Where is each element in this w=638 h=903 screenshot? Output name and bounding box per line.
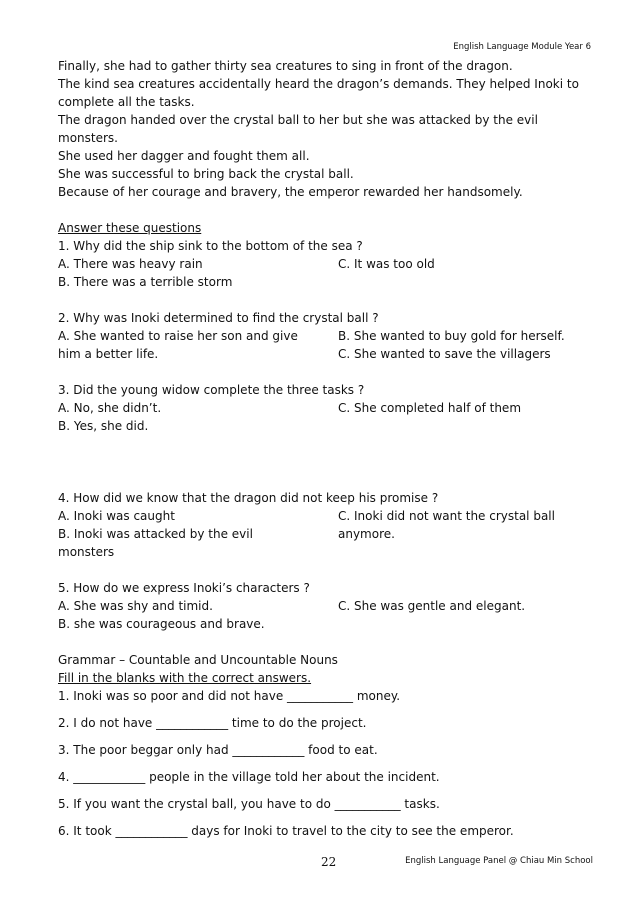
fill-blank-item: 4. ____________ people in the village told her about the incident. [58,770,440,784]
option-c: C. She wanted to save the villagers [338,347,551,361]
page-number: 22 [321,855,337,869]
story-line: monsters. [58,131,118,145]
option-b: B. Inoki was attacked by the evil [58,527,253,541]
question-2 [58,309,588,363]
story-text [58,57,588,201]
story-line: Finally, she had to gather thirty sea creatures to sing in front of the dragon. [58,59,513,73]
footer-credit: English Language Panel @ Chiau Min School [405,856,593,866]
option-b: B. she was courageous and brave. [58,617,265,631]
question-1 [58,237,588,291]
option-a: A. She wanted to raise her son and give [58,329,298,343]
option-c: C. Inoki did not want the crystal ball [338,509,555,523]
story-line: Because of her courage and bravery, the emperor rewarded her handsomely. [58,185,523,199]
question-4 [58,489,588,561]
option-c-continued: anymore. [338,527,395,541]
question-text: 5. How do we express Inoki’s characters ? [58,581,310,595]
grammar-section [58,651,588,840]
question-text: 3. Did the young widow complete the three tasks ? [58,383,365,397]
story-line: The kind sea creatures accidentally heard the dragon’s demands. They helped Inoki to [58,77,579,91]
question-text: 1. Why did the ship sink to the bottom of the sea ? [58,239,363,253]
option-a: A. She was shy and timid. [58,599,213,613]
option-a-continued: him a better life. [58,347,159,361]
option-b-continued: monsters [58,545,115,559]
option-c: C. She was gentle and elegant. [338,599,526,613]
option-b: B. There was a terrible storm [58,275,233,289]
fill-blank-item: 1. Inoki was so poor and did not have ___________ money. [58,689,401,703]
fill-blank-item: 6. It took ____________ days for Inoki to travel to the city to see the emperor. [58,824,514,838]
grammar-instruction: Fill in the blanks with the correct answers. [58,671,312,685]
story-line: She was successful to bring back the crystal ball. [58,167,354,181]
page-content [58,57,588,849]
option-b: B. She wanted to buy gold for herself. [338,329,565,343]
story-line: She used her dagger and fought them all. [58,149,310,163]
option-a: A. There was heavy rain [58,257,203,271]
question-text: 2. Why was Inoki determined to find the crystal ball ? [58,311,379,325]
question-3 [58,381,588,435]
option-a: A. No, she didn’t. [58,401,162,415]
option-a: A. Inoki was caught [58,509,175,523]
story-line: complete all the tasks. [58,95,195,109]
question-5 [58,579,588,633]
option-c: C. It was too old [338,257,435,271]
option-c: C. She completed half of them [338,401,522,415]
story-line: The dragon handed over the crystal ball to her but she was attacked by the evil [58,113,538,127]
fill-blank-item: 3. The poor beggar only had ____________ food to eat. [58,743,378,757]
grammar-title: Grammar – Countable and Uncountable Nouns [58,653,338,667]
fill-blank-item: 2. I do not have ____________ time to do the project. [58,716,367,730]
question-text: 4. How did we know that the dragon did not keep his promise ? [58,491,439,505]
comprehension-heading: Answer these questions [58,221,202,235]
fill-blank-item: 5. If you want the crystal ball, you have to do ___________ tasks. [58,797,440,811]
option-b: B. Yes, she did. [58,419,149,433]
module-header: English Language Module Year 6 [453,42,591,52]
